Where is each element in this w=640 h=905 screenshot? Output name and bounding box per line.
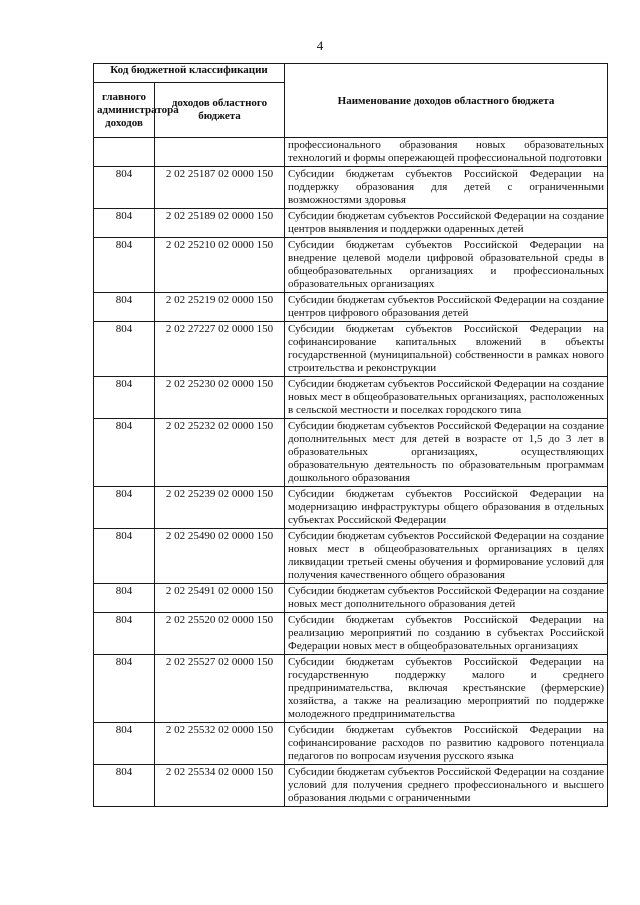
cell-chief-administrator: 804 bbox=[94, 723, 155, 765]
table-row bbox=[94, 167, 608, 209]
cell-chief-administrator: 804 bbox=[94, 419, 155, 487]
cell-income-name: Субсидии бюджетам субъектов Российской Федерации на создание новых мест дополнительного образования детей bbox=[285, 584, 608, 613]
table-body bbox=[94, 138, 608, 807]
cell-chief-administrator: 804 bbox=[94, 529, 155, 584]
cell-income-code: 2 02 25490 02 0000 150 bbox=[155, 529, 285, 584]
cell-chief-administrator: 804 bbox=[94, 765, 155, 807]
table-row bbox=[94, 723, 608, 765]
cell-income-code: 2 02 25239 02 0000 150 bbox=[155, 487, 285, 529]
cell-income-code: 2 02 25491 02 0000 150 bbox=[155, 584, 285, 613]
cell-chief-administrator: 804 bbox=[94, 377, 155, 419]
table-row bbox=[94, 138, 608, 167]
cell-income-code: 2 02 25232 02 0000 150 bbox=[155, 419, 285, 487]
cell-chief-administrator: 804 bbox=[94, 322, 155, 377]
cell-income-name: Субсидии бюджетам субъектов Российской Федерации на создание условий для получения среднего профессионального и высшего образования людьми с ограниченными bbox=[285, 765, 608, 807]
cell-income-name: Субсидии бюджетам субъектов Российской Федерации на создание дополнительных мест для детей в возрасте от 1,5 до 3 лет в образовательных организациях, осуществляющих образовательную деятельность по образовательным программам дошкольного образования bbox=[285, 419, 608, 487]
cell-chief-administrator: 804 bbox=[94, 167, 155, 209]
cell-income-code: 2 02 25534 02 0000 150 bbox=[155, 765, 285, 807]
table-row bbox=[94, 613, 608, 655]
cell-income-code: 2 02 25189 02 0000 150 bbox=[155, 209, 285, 238]
cell-income-code: 2 02 25527 02 0000 150 bbox=[155, 655, 285, 723]
cell-income-code: 2 02 25219 02 0000 150 bbox=[155, 293, 285, 322]
header-regional-budget-income: доходов областного бюджета bbox=[155, 83, 285, 138]
header-budget-classification-code: Код бюджетной классификации bbox=[94, 64, 285, 83]
cell-income-code: 2 02 25532 02 0000 150 bbox=[155, 723, 285, 765]
cell-income-name: Субсидии бюджетам субъектов Российской Федерации на внедрение целевой модели цифровой образовательной среды в общеобразовательных организациях и профессиональных образовательных организациях bbox=[285, 238, 608, 293]
table-row bbox=[94, 238, 608, 293]
table-row bbox=[94, 322, 608, 377]
table-row bbox=[94, 209, 608, 238]
cell-income-name: Субсидии бюджетам субъектов Российской Федерации на создание центров цифрового образования детей bbox=[285, 293, 608, 322]
cell-chief-administrator: 804 bbox=[94, 293, 155, 322]
cell-income-name: Субсидии бюджетам субъектов Российской Федерации на государственную поддержку малого и среднего предпринимательства, включая крестьянские (фермерские) хозяйства, а также на реализацию мероприятий по поддержке молодежного предпринимательства bbox=[285, 655, 608, 723]
cell-income-name: профессионального образования новых образовательных технологий и формы опережающей профессиональной подготовки bbox=[285, 138, 608, 167]
cell-income-code: 2 02 25520 02 0000 150 bbox=[155, 613, 285, 655]
budget-table-container bbox=[93, 63, 607, 807]
table-row bbox=[94, 377, 608, 419]
cell-chief-administrator: 804 bbox=[94, 584, 155, 613]
header-income-name: Наименование доходов областного бюджета bbox=[285, 64, 608, 138]
table-row bbox=[94, 655, 608, 723]
table-row bbox=[94, 293, 608, 322]
budget-classification-table bbox=[93, 63, 608, 807]
cell-income-code: 2 02 25230 02 0000 150 bbox=[155, 377, 285, 419]
table-row bbox=[94, 529, 608, 584]
cell-income-code bbox=[155, 138, 285, 167]
header-row-group bbox=[94, 64, 608, 83]
cell-income-name: Субсидии бюджетам субъектов Российской Федерации на создание новых мест в общеобразовательных организациях, расположенных в сельской местности и поселках городского типа bbox=[285, 377, 608, 419]
table-row bbox=[94, 584, 608, 613]
header-chief-administrator: главного администратора доходов bbox=[94, 83, 155, 138]
cell-income-name: Субсидии бюджетам субъектов Российской Федерации на софинансирование капитальных вложений в объекты государственной (муниципальной) собственности в рамках нового строительства и реконструкции bbox=[285, 322, 608, 377]
cell-chief-administrator: 804 bbox=[94, 655, 155, 723]
cell-income-name: Субсидии бюджетам субъектов Российской Федерации на софинансирование расходов по развитию кадрового потенциала педагогов по вопросам изучения русского языка bbox=[285, 723, 608, 765]
cell-income-name: Субсидии бюджетам субъектов Российской Федерации на создание новых мест в общеобразовательных организациях в целях ликвидации третьей смены обучения и формирование условий для получения качественного общего образования bbox=[285, 529, 608, 584]
table-row bbox=[94, 419, 608, 487]
table-header bbox=[94, 64, 608, 138]
cell-chief-administrator bbox=[94, 138, 155, 167]
cell-income-code: 2 02 27227 02 0000 150 bbox=[155, 322, 285, 377]
cell-chief-administrator: 804 bbox=[94, 209, 155, 238]
cell-income-code: 2 02 25210 02 0000 150 bbox=[155, 238, 285, 293]
cell-chief-administrator: 804 bbox=[94, 487, 155, 529]
page-number: 4 bbox=[316, 38, 324, 53]
table-row bbox=[94, 765, 608, 807]
cell-income-code: 2 02 25187 02 0000 150 bbox=[155, 167, 285, 209]
cell-chief-administrator: 804 bbox=[94, 613, 155, 655]
cell-income-name: Субсидии бюджетам субъектов Российской Федерации на поддержку образования для детей с ограниченными возможностями здоровья bbox=[285, 167, 608, 209]
cell-chief-administrator: 804 bbox=[94, 238, 155, 293]
cell-income-name: Субсидии бюджетам субъектов Российской Федерации на модернизацию инфраструктуры общего образования в отдельных субъектах Российской Федерации bbox=[285, 487, 608, 529]
cell-income-name: Субсидии бюджетам субъектов Российской Федерации на реализацию мероприятий по созданию в субъектах Российской Федерации новых мест в общеобразовательных организациях bbox=[285, 613, 608, 655]
cell-income-name: Субсидии бюджетам субъектов Российской Федерации на создание центров выявления и поддержки одаренных детей bbox=[285, 209, 608, 238]
table-row bbox=[94, 487, 608, 529]
